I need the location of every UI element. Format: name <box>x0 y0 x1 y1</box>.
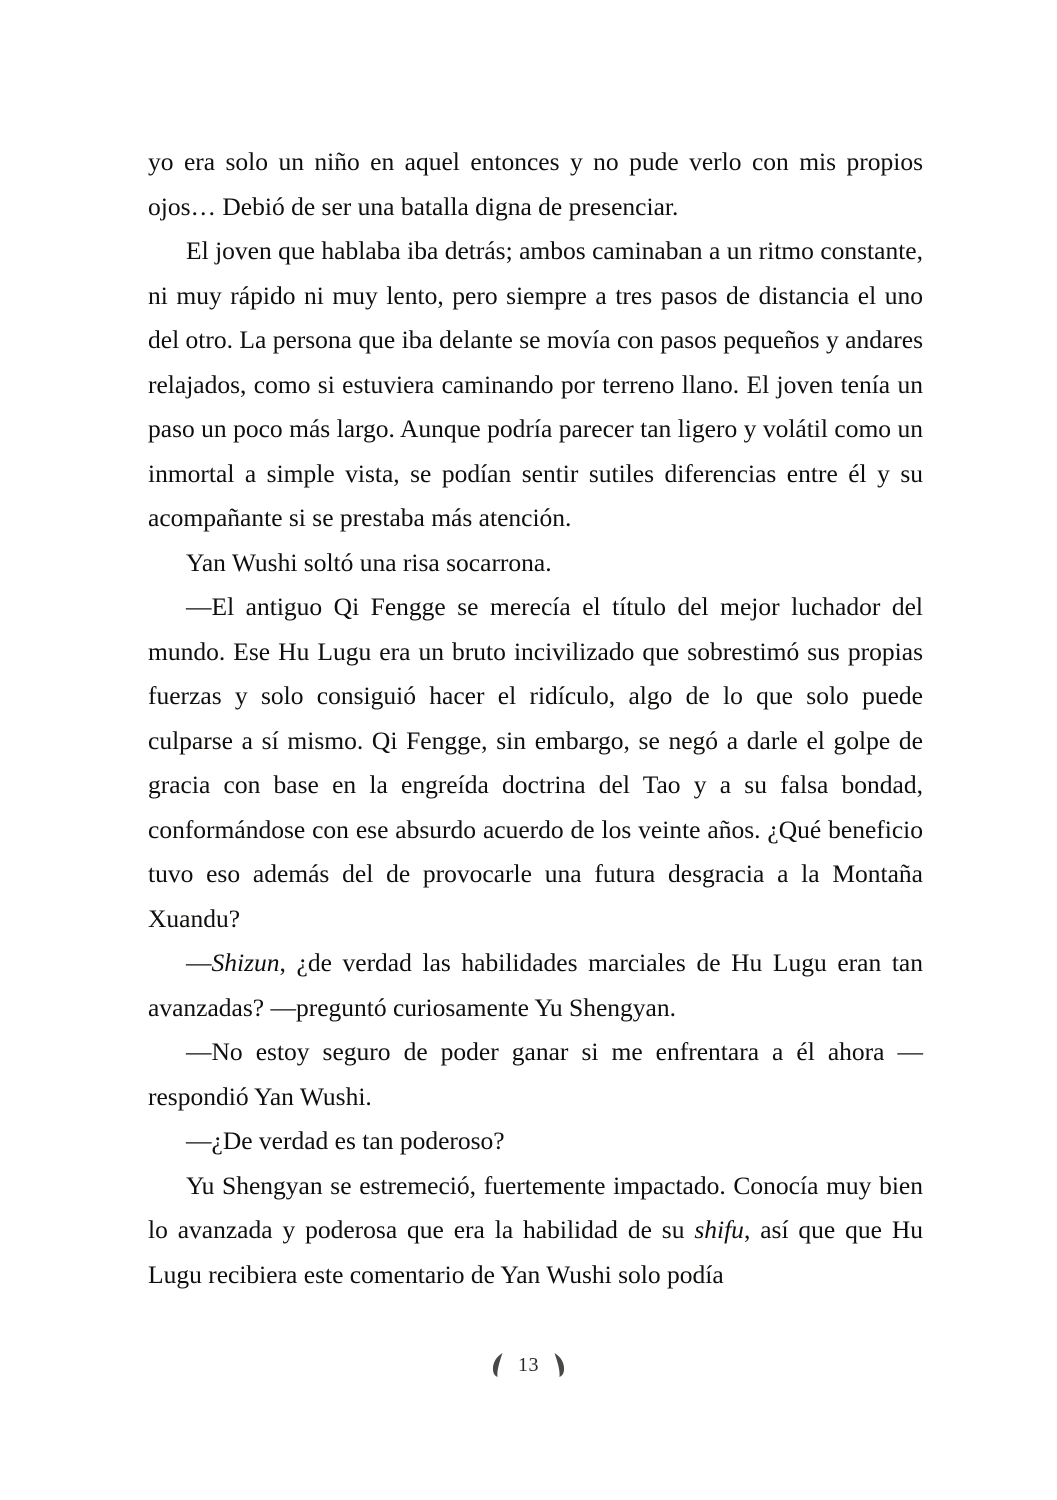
paragraph <box>148 541 923 586</box>
paragraph <box>148 1030 923 1119</box>
text-run: , así que que Hu Lugu recibiera este comentario de Yan Wushi solo podía <box>148 1215 923 1289</box>
italic-term: Shizun <box>211 948 280 977</box>
text-run: Yu Shengyan se estremeció, fuertemente impactado. Conocía muy bien lo avanzada y poderosa que era la habilidad de su <box>148 1170 923 1244</box>
paragraph <box>148 585 923 941</box>
text-run: El joven que hablaba iba detrás; ambos caminaban a un ritmo constante, ni muy rápido ni muy lento, pero siempre a tres pasos de distancia el uno del otro. La persona que iba delante se movía con pasos pequeños y andares relajados, como si estuviera caminando por terreno llano. El joven tenía un paso un poco más largo. Aunque podría parecer tan ligero y volátil como un inmortal a simple vista, se podían sentir sutiles diferencias entre él y su acompañante si se prestaba más atención. <box>148 236 923 532</box>
paragraph <box>148 941 923 1030</box>
paragraph <box>148 1119 923 1164</box>
paragraph <box>148 1164 923 1298</box>
text-run: , ¿de verdad las habilidades marciales de Hu Lugu eran tan avanzadas? —preguntó curiosamente Yu Shengyan. <box>148 948 923 1022</box>
text-run: —No estoy seguro de poder ganar si me enfrentara a él ahora —respondió Yan Wushi. <box>148 1037 923 1111</box>
paragraph <box>148 140 923 229</box>
text-run: —¿De verdad es tan poderoso? <box>186 1126 505 1155</box>
page-body-text <box>148 140 923 1297</box>
paragraph <box>148 229 923 541</box>
text-run: —El antiguo Qi Fengge se merecía el título del mejor luchador del mundo. Ese Hu Lugu era un bruto incivilizado que sobrestimó sus propias fuerzas y solo consiguió hacer el ridículo, algo de lo que solo puede culparse a sí mismo. Qi Fengge, sin embargo, se negó a darle el golpe de gracia con base en la engreída doctrina del Tao y a su falsa bondad, conformándose con ese absurdo acuerdo de los veinte años. ¿Qué beneficio tuvo eso además del de provocarle una futura desgracia a la Montaña Xuandu? <box>148 592 923 933</box>
leaf-ornament-left-icon <box>491 1352 504 1378</box>
text-run: Yan Wushi soltó una risa socarrona. <box>186 547 552 577</box>
italic-term: shifu <box>694 1215 744 1244</box>
text-run: — <box>186 948 212 977</box>
text-run: yo era solo un niño en aquel entonces y no pude verlo con mis propios ojos… Debió de ser una batalla digna de presenciar. <box>148 147 923 221</box>
leaf-ornament-right-icon <box>553 1352 566 1378</box>
page-number: 13 <box>518 1353 539 1376</box>
page-footer-folio <box>0 1352 1057 1378</box>
